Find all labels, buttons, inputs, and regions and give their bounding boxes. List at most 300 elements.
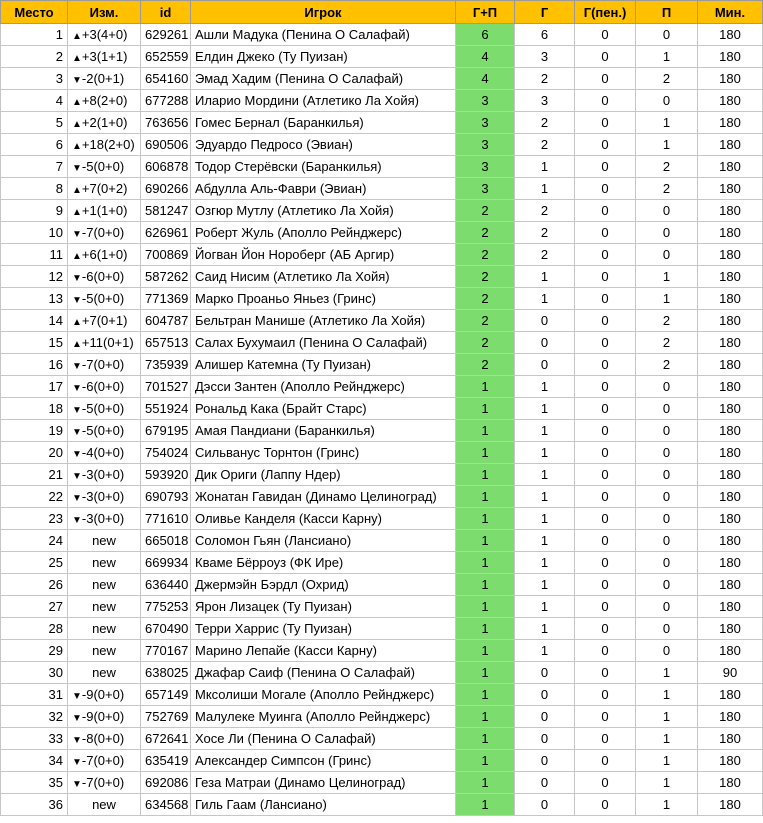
cell-goals-plus-assists[interactable]: 1 (456, 684, 515, 706)
cell-place[interactable]: 30 (1, 662, 68, 684)
cell-id[interactable]: 657149 (141, 684, 191, 706)
cell-change[interactable] (68, 772, 141, 794)
cell-goals[interactable]: 1 (515, 266, 575, 288)
cell-player[interactable]: Дик Ориги (Лаппу Ндер) (191, 464, 456, 486)
cell-change[interactable] (68, 508, 141, 530)
cell-assists[interactable]: 1 (636, 46, 698, 68)
cell-goals[interactable]: 0 (515, 684, 575, 706)
cell-minutes[interactable]: 180 (698, 112, 763, 134)
cell-goals-plus-assists[interactable]: 2 (456, 222, 515, 244)
cell-assists[interactable]: 0 (636, 640, 698, 662)
cell-goals-plus-assists[interactable]: 3 (456, 178, 515, 200)
cell-goals[interactable]: 1 (515, 398, 575, 420)
cell-penalty-goals[interactable]: 0 (575, 794, 636, 816)
cell-minutes[interactable]: 180 (698, 750, 763, 772)
cell-goals-plus-assists[interactable]: 1 (456, 464, 515, 486)
cell-assists[interactable]: 0 (636, 24, 698, 46)
cell-assists[interactable]: 0 (636, 420, 698, 442)
cell-penalty-goals[interactable]: 0 (575, 662, 636, 684)
cell-minutes[interactable]: 180 (698, 552, 763, 574)
cell-change[interactable] (68, 728, 141, 750)
cell-id[interactable]: 626961 (141, 222, 191, 244)
cell-change[interactable] (68, 266, 141, 288)
cell-id[interactable]: 677288 (141, 90, 191, 112)
cell-penalty-goals[interactable]: 0 (575, 68, 636, 90)
cell-minutes[interactable]: 180 (698, 398, 763, 420)
cell-goals[interactable]: 0 (515, 706, 575, 728)
cell-id[interactable]: 636440 (141, 574, 191, 596)
cell-minutes[interactable]: 180 (698, 794, 763, 816)
cell-goals-plus-assists[interactable]: 1 (456, 596, 515, 618)
cell-minutes[interactable]: 180 (698, 134, 763, 156)
cell-goals[interactable]: 1 (515, 442, 575, 464)
cell-goals-plus-assists[interactable]: 1 (456, 772, 515, 794)
cell-minutes[interactable]: 180 (698, 772, 763, 794)
cell-penalty-goals[interactable]: 0 (575, 156, 636, 178)
cell-goals-plus-assists[interactable]: 2 (456, 332, 515, 354)
cell-id[interactable]: 604787 (141, 310, 191, 332)
cell-assists[interactable]: 1 (636, 662, 698, 684)
cell-penalty-goals[interactable]: 0 (575, 486, 636, 508)
cell-goals-plus-assists[interactable]: 3 (456, 156, 515, 178)
cell-player[interactable]: Йогван Йон Нороберг (АБ Аргир) (191, 244, 456, 266)
cell-id[interactable]: 700869 (141, 244, 191, 266)
cell-goals[interactable]: 1 (515, 596, 575, 618)
cell-player[interactable]: Амая Пандиани (Баранкилья) (191, 420, 456, 442)
cell-assists[interactable]: 0 (636, 574, 698, 596)
cell-goals[interactable]: 2 (515, 68, 575, 90)
cell-assists[interactable]: 2 (636, 68, 698, 90)
cell-place[interactable]: 26 (1, 574, 68, 596)
cell-minutes[interactable]: 180 (698, 728, 763, 750)
cell-penalty-goals[interactable]: 0 (575, 376, 636, 398)
cell-goals-plus-assists[interactable]: 3 (456, 90, 515, 112)
cell-penalty-goals[interactable]: 0 (575, 112, 636, 134)
cell-goals[interactable]: 2 (515, 112, 575, 134)
cell-place[interactable]: 19 (1, 420, 68, 442)
cell-id[interactable]: 692086 (141, 772, 191, 794)
cell-change[interactable] (68, 178, 141, 200)
cell-goals[interactable]: 1 (515, 486, 575, 508)
cell-goals[interactable]: 1 (515, 288, 575, 310)
cell-player[interactable]: Роберт Жуль (Аполло Рейнджерс) (191, 222, 456, 244)
cell-goals[interactable]: 1 (515, 574, 575, 596)
cell-id[interactable]: 672641 (141, 728, 191, 750)
cell-place[interactable]: 11 (1, 244, 68, 266)
cell-penalty-goals[interactable]: 0 (575, 618, 636, 640)
cell-goals-plus-assists[interactable]: 1 (456, 794, 515, 816)
cell-minutes[interactable]: 180 (698, 530, 763, 552)
cell-id[interactable]: 551924 (141, 398, 191, 420)
cell-minutes[interactable]: 180 (698, 442, 763, 464)
cell-goals[interactable]: 1 (515, 420, 575, 442)
cell-place[interactable]: 27 (1, 596, 68, 618)
cell-player[interactable]: Эмад Хадим (Пенина О Салафай) (191, 68, 456, 90)
cell-change[interactable] (68, 640, 141, 662)
cell-goals[interactable]: 1 (515, 508, 575, 530)
cell-player[interactable]: Александер Симпсон (Гринс) (191, 750, 456, 772)
cell-id[interactable]: 754024 (141, 442, 191, 464)
cell-player[interactable]: Хосе Ли (Пенина О Салафай) (191, 728, 456, 750)
cell-player[interactable]: Алишер Катемна (Ту Пуизан) (191, 354, 456, 376)
col-header-goals[interactable]: Г (515, 1, 575, 24)
cell-id[interactable]: 763656 (141, 112, 191, 134)
cell-goals[interactable]: 0 (515, 332, 575, 354)
cell-goals-plus-assists[interactable]: 1 (456, 420, 515, 442)
cell-penalty-goals[interactable]: 0 (575, 728, 636, 750)
cell-goals[interactable]: 1 (515, 530, 575, 552)
cell-minutes[interactable]: 180 (698, 24, 763, 46)
cell-penalty-goals[interactable]: 0 (575, 442, 636, 464)
cell-penalty-goals[interactable]: 0 (575, 24, 636, 46)
cell-id[interactable]: 679195 (141, 420, 191, 442)
cell-assists[interactable]: 0 (636, 486, 698, 508)
cell-goals[interactable]: 2 (515, 222, 575, 244)
cell-id[interactable]: 771610 (141, 508, 191, 530)
cell-id[interactable]: 690266 (141, 178, 191, 200)
cell-goals-plus-assists[interactable]: 1 (456, 574, 515, 596)
cell-assists[interactable]: 2 (636, 178, 698, 200)
cell-place[interactable]: 18 (1, 398, 68, 420)
cell-minutes[interactable]: 90 (698, 662, 763, 684)
cell-place[interactable]: 2 (1, 46, 68, 68)
cell-assists[interactable]: 0 (636, 90, 698, 112)
cell-minutes[interactable]: 180 (698, 508, 763, 530)
cell-id[interactable]: 581247 (141, 200, 191, 222)
cell-change[interactable] (68, 574, 141, 596)
cell-penalty-goals[interactable]: 0 (575, 596, 636, 618)
col-header-change[interactable]: Изм. (68, 1, 141, 24)
cell-goals-plus-assists[interactable]: 1 (456, 552, 515, 574)
cell-penalty-goals[interactable]: 0 (575, 244, 636, 266)
cell-id[interactable]: 669934 (141, 552, 191, 574)
cell-place[interactable]: 1 (1, 24, 68, 46)
cell-change[interactable] (68, 310, 141, 332)
cell-penalty-goals[interactable]: 0 (575, 310, 636, 332)
cell-place[interactable]: 16 (1, 354, 68, 376)
cell-goals[interactable]: 2 (515, 244, 575, 266)
cell-player[interactable]: Жонатан Гавидан (Динамо Целиноград) (191, 486, 456, 508)
cell-assists[interactable]: 1 (636, 794, 698, 816)
cell-change[interactable] (68, 332, 141, 354)
cell-place[interactable]: 35 (1, 772, 68, 794)
cell-minutes[interactable]: 180 (698, 156, 763, 178)
cell-id[interactable]: 635419 (141, 750, 191, 772)
cell-penalty-goals[interactable]: 0 (575, 552, 636, 574)
cell-goals-plus-assists[interactable]: 2 (456, 200, 515, 222)
cell-place[interactable]: 33 (1, 728, 68, 750)
cell-goals-plus-assists[interactable]: 1 (456, 508, 515, 530)
cell-assists[interactable]: 1 (636, 112, 698, 134)
col-header-goals-plus-assists[interactable]: Г+П (456, 1, 515, 24)
cell-change[interactable] (68, 794, 141, 816)
cell-change[interactable] (68, 288, 141, 310)
cell-minutes[interactable]: 180 (698, 200, 763, 222)
cell-penalty-goals[interactable]: 0 (575, 398, 636, 420)
cell-player[interactable]: Джермэйн Бэрдл (Охрид) (191, 574, 456, 596)
cell-minutes[interactable]: 180 (698, 244, 763, 266)
cell-place[interactable]: 20 (1, 442, 68, 464)
cell-place[interactable]: 32 (1, 706, 68, 728)
cell-goals-plus-assists[interactable]: 2 (456, 266, 515, 288)
cell-minutes[interactable]: 180 (698, 618, 763, 640)
cell-id[interactable]: 701527 (141, 376, 191, 398)
cell-goals[interactable]: 1 (515, 376, 575, 398)
cell-change[interactable] (68, 662, 141, 684)
cell-penalty-goals[interactable]: 0 (575, 574, 636, 596)
cell-place[interactable]: 29 (1, 640, 68, 662)
cell-place[interactable]: 22 (1, 486, 68, 508)
cell-goals-plus-assists[interactable]: 3 (456, 134, 515, 156)
col-header-place[interactable]: Место (1, 1, 68, 24)
cell-place[interactable]: 4 (1, 90, 68, 112)
cell-id[interactable]: 629261 (141, 24, 191, 46)
cell-penalty-goals[interactable]: 0 (575, 530, 636, 552)
cell-place[interactable]: 10 (1, 222, 68, 244)
cell-penalty-goals[interactable]: 0 (575, 266, 636, 288)
cell-place[interactable]: 15 (1, 332, 68, 354)
cell-change[interactable] (68, 376, 141, 398)
cell-place[interactable]: 31 (1, 684, 68, 706)
cell-place[interactable]: 34 (1, 750, 68, 772)
cell-place[interactable]: 7 (1, 156, 68, 178)
col-header-player[interactable]: Игрок (191, 1, 456, 24)
cell-penalty-goals[interactable]: 0 (575, 706, 636, 728)
cell-assists[interactable]: 0 (636, 376, 698, 398)
cell-goals-plus-assists[interactable]: 1 (456, 662, 515, 684)
cell-minutes[interactable]: 180 (698, 640, 763, 662)
cell-assists[interactable]: 1 (636, 684, 698, 706)
cell-player[interactable]: Марко Проаньо Яньез (Гринс) (191, 288, 456, 310)
cell-goals[interactable]: 3 (515, 90, 575, 112)
cell-goals[interactable]: 6 (515, 24, 575, 46)
cell-change[interactable] (68, 46, 141, 68)
cell-id[interactable]: 775253 (141, 596, 191, 618)
cell-minutes[interactable]: 180 (698, 68, 763, 90)
cell-id[interactable]: 638025 (141, 662, 191, 684)
cell-player[interactable]: Елдин Джеко (Ту Пуизан) (191, 46, 456, 68)
cell-minutes[interactable]: 180 (698, 178, 763, 200)
cell-change[interactable] (68, 222, 141, 244)
cell-change[interactable] (68, 112, 141, 134)
cell-penalty-goals[interactable]: 0 (575, 332, 636, 354)
cell-change[interactable] (68, 596, 141, 618)
col-header-penalty-goals[interactable]: Г(пен.) (575, 1, 636, 24)
cell-id[interactable]: 690793 (141, 486, 191, 508)
cell-change[interactable] (68, 134, 141, 156)
cell-goals-plus-assists[interactable]: 1 (456, 728, 515, 750)
cell-minutes[interactable]: 180 (698, 706, 763, 728)
cell-minutes[interactable]: 180 (698, 464, 763, 486)
cell-player[interactable]: Озгюр Мутлу (Атлетико Ла Хойя) (191, 200, 456, 222)
cell-id[interactable]: 654160 (141, 68, 191, 90)
cell-goals[interactable]: 0 (515, 728, 575, 750)
cell-assists[interactable]: 1 (636, 750, 698, 772)
cell-id[interactable]: 587262 (141, 266, 191, 288)
cell-player[interactable]: Иларио Мордини (Атлетико Ла Хойя) (191, 90, 456, 112)
cell-id[interactable]: 735939 (141, 354, 191, 376)
cell-goals-plus-assists[interactable]: 4 (456, 68, 515, 90)
cell-player[interactable]: Рональд Кака (Брайт Старс) (191, 398, 456, 420)
cell-place[interactable]: 3 (1, 68, 68, 90)
cell-goals[interactable]: 0 (515, 662, 575, 684)
cell-change[interactable] (68, 200, 141, 222)
cell-minutes[interactable]: 180 (698, 46, 763, 68)
cell-assists[interactable]: 0 (636, 222, 698, 244)
cell-change[interactable] (68, 464, 141, 486)
cell-change[interactable] (68, 442, 141, 464)
cell-penalty-goals[interactable]: 0 (575, 420, 636, 442)
cell-goals[interactable]: 0 (515, 750, 575, 772)
cell-minutes[interactable]: 180 (698, 288, 763, 310)
cell-goals[interactable]: 1 (515, 552, 575, 574)
cell-assists[interactable]: 0 (636, 596, 698, 618)
cell-change[interactable] (68, 68, 141, 90)
cell-goals[interactable]: 2 (515, 134, 575, 156)
cell-minutes[interactable]: 180 (698, 684, 763, 706)
cell-id[interactable]: 593920 (141, 464, 191, 486)
cell-place[interactable]: 28 (1, 618, 68, 640)
cell-place[interactable]: 25 (1, 552, 68, 574)
cell-place[interactable]: 8 (1, 178, 68, 200)
cell-id[interactable]: 665018 (141, 530, 191, 552)
cell-goals[interactable]: 0 (515, 354, 575, 376)
cell-player[interactable]: Абдулла Аль-Фаври (Эвиан) (191, 178, 456, 200)
cell-change[interactable] (68, 420, 141, 442)
cell-player[interactable]: Марино Лепайе (Касси Карну) (191, 640, 456, 662)
cell-minutes[interactable]: 180 (698, 376, 763, 398)
cell-id[interactable]: 771369 (141, 288, 191, 310)
cell-player[interactable]: Гомес Бернал (Баранкилья) (191, 112, 456, 134)
cell-assists[interactable]: 2 (636, 332, 698, 354)
cell-id[interactable]: 634568 (141, 794, 191, 816)
cell-minutes[interactable]: 180 (698, 310, 763, 332)
cell-goals-plus-assists[interactable]: 1 (456, 706, 515, 728)
cell-id[interactable]: 752769 (141, 706, 191, 728)
cell-player[interactable]: Сильванус Торнтон (Гринс) (191, 442, 456, 464)
cell-assists[interactable]: 0 (636, 244, 698, 266)
cell-assists[interactable]: 0 (636, 464, 698, 486)
cell-penalty-goals[interactable]: 0 (575, 134, 636, 156)
cell-player[interactable]: Кваме Бёрроуз (ФК Ире) (191, 552, 456, 574)
cell-player[interactable]: Дэсси Зантен (Аполло Рейнджерс) (191, 376, 456, 398)
cell-penalty-goals[interactable]: 0 (575, 90, 636, 112)
cell-place[interactable]: 12 (1, 266, 68, 288)
cell-minutes[interactable]: 180 (698, 222, 763, 244)
cell-place[interactable]: 17 (1, 376, 68, 398)
cell-place[interactable]: 23 (1, 508, 68, 530)
cell-assists[interactable]: 1 (636, 134, 698, 156)
cell-minutes[interactable]: 180 (698, 574, 763, 596)
cell-penalty-goals[interactable]: 0 (575, 640, 636, 662)
cell-goals-plus-assists[interactable]: 2 (456, 288, 515, 310)
cell-player[interactable]: Ярон Лизацек (Ту Пуизан) (191, 596, 456, 618)
cell-id[interactable]: 652559 (141, 46, 191, 68)
cell-goals[interactable]: 1 (515, 464, 575, 486)
cell-goals[interactable]: 0 (515, 772, 575, 794)
cell-penalty-goals[interactable]: 0 (575, 354, 636, 376)
cell-goals-plus-assists[interactable]: 1 (456, 442, 515, 464)
cell-change[interactable] (68, 684, 141, 706)
cell-id[interactable]: 690506 (141, 134, 191, 156)
cell-assists[interactable]: 0 (636, 200, 698, 222)
cell-penalty-goals[interactable]: 0 (575, 464, 636, 486)
cell-change[interactable] (68, 618, 141, 640)
cell-player[interactable]: Джафар Саиф (Пенина О Салафай) (191, 662, 456, 684)
cell-goals-plus-assists[interactable]: 1 (456, 618, 515, 640)
cell-change[interactable] (68, 530, 141, 552)
cell-player[interactable]: Салах Бухумаил (Пенина О Салафай) (191, 332, 456, 354)
cell-penalty-goals[interactable]: 0 (575, 288, 636, 310)
cell-place[interactable]: 14 (1, 310, 68, 332)
cell-penalty-goals[interactable]: 0 (575, 200, 636, 222)
cell-assists[interactable]: 0 (636, 508, 698, 530)
cell-assists[interactable]: 1 (636, 728, 698, 750)
cell-minutes[interactable]: 180 (698, 596, 763, 618)
cell-goals[interactable]: 0 (515, 310, 575, 332)
cell-penalty-goals[interactable]: 0 (575, 750, 636, 772)
cell-penalty-goals[interactable]: 0 (575, 222, 636, 244)
cell-penalty-goals[interactable]: 0 (575, 772, 636, 794)
cell-assists[interactable]: 0 (636, 442, 698, 464)
cell-goals-plus-assists[interactable]: 1 (456, 750, 515, 772)
cell-goals[interactable]: 1 (515, 640, 575, 662)
cell-goals[interactable]: 2 (515, 200, 575, 222)
col-header-assists[interactable]: П (636, 1, 698, 24)
cell-player[interactable]: Саид Нисим (Атлетико Ла Хойя) (191, 266, 456, 288)
cell-change[interactable] (68, 552, 141, 574)
cell-assists[interactable]: 1 (636, 772, 698, 794)
cell-change[interactable] (68, 24, 141, 46)
cell-assists[interactable]: 2 (636, 354, 698, 376)
cell-place[interactable]: 6 (1, 134, 68, 156)
cell-goals[interactable]: 1 (515, 618, 575, 640)
cell-change[interactable] (68, 750, 141, 772)
cell-place[interactable]: 24 (1, 530, 68, 552)
cell-penalty-goals[interactable]: 0 (575, 46, 636, 68)
cell-player[interactable]: Эдуардо Педросо (Эвиан) (191, 134, 456, 156)
cell-penalty-goals[interactable]: 0 (575, 178, 636, 200)
cell-player[interactable]: Соломон Гьян (Лансиано) (191, 530, 456, 552)
cell-goals[interactable]: 1 (515, 178, 575, 200)
cell-goals[interactable]: 3 (515, 46, 575, 68)
cell-id[interactable]: 657513 (141, 332, 191, 354)
cell-player[interactable]: Гиль Гаам (Лансиано) (191, 794, 456, 816)
cell-goals-plus-assists[interactable]: 6 (456, 24, 515, 46)
cell-player[interactable]: Малулеке Муинга (Аполло Рейнджерс) (191, 706, 456, 728)
cell-player[interactable]: Оливье Канделя (Касси Карну) (191, 508, 456, 530)
cell-place[interactable]: 5 (1, 112, 68, 134)
cell-minutes[interactable]: 180 (698, 486, 763, 508)
col-header-minutes[interactable]: Мин. (698, 1, 763, 24)
cell-player[interactable]: Терри Харрис (Ту Пуизан) (191, 618, 456, 640)
cell-id[interactable]: 670490 (141, 618, 191, 640)
cell-place[interactable]: 21 (1, 464, 68, 486)
cell-change[interactable] (68, 706, 141, 728)
cell-player[interactable]: Ашли Мадука (Пенина О Салафай) (191, 24, 456, 46)
cell-id[interactable]: 770167 (141, 640, 191, 662)
cell-goals-plus-assists[interactable]: 1 (456, 530, 515, 552)
cell-goals-plus-assists[interactable]: 1 (456, 398, 515, 420)
cell-assists[interactable]: 1 (636, 288, 698, 310)
cell-place[interactable]: 9 (1, 200, 68, 222)
cell-change[interactable] (68, 244, 141, 266)
cell-minutes[interactable]: 180 (698, 354, 763, 376)
cell-goals-plus-assists[interactable]: 2 (456, 310, 515, 332)
cell-place[interactable]: 13 (1, 288, 68, 310)
cell-player[interactable]: Тодор Стерёвски (Баранкилья) (191, 156, 456, 178)
cell-id[interactable]: 606878 (141, 156, 191, 178)
